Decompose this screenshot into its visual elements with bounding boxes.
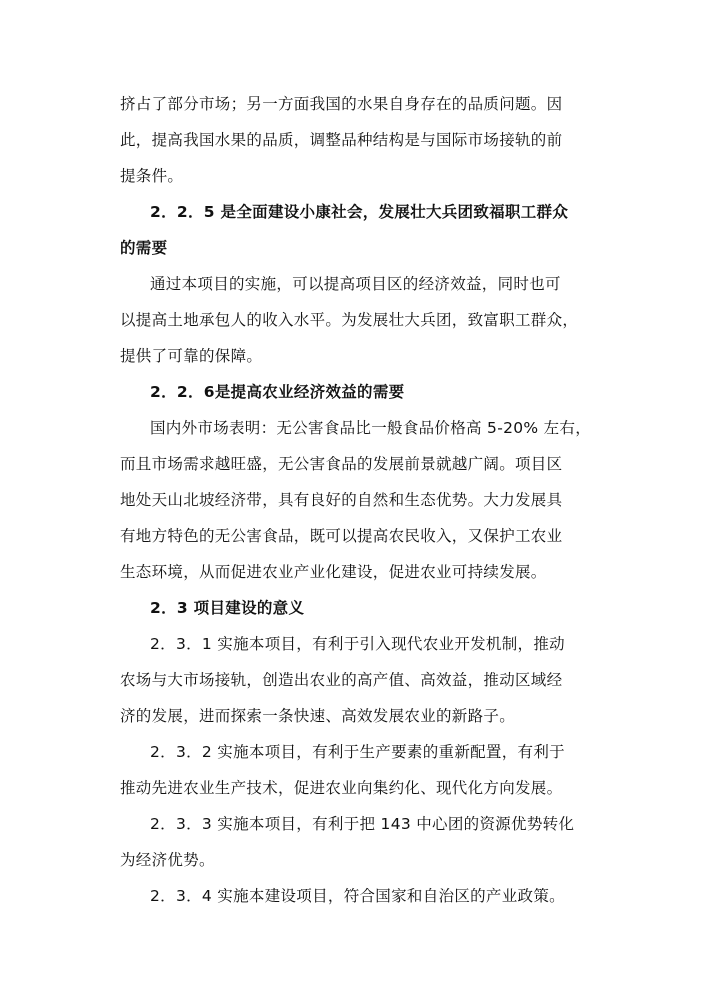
text-line: 有地方特色的无公害食品，既可以提高农民收入，又保护工农业 (120, 527, 563, 545)
text-line: 为经济优势。 (120, 851, 215, 869)
text-line: 生态环境，从而促进农业产业化建设，促进农业可持续发展。 (120, 563, 547, 581)
text-line: 济的发展，进而探索一条快速、高效发展农业的新路子。 (120, 707, 516, 725)
text-line: 此，提高我国水果的品质，调整品种结构是与国际市场接轨的前 (120, 131, 563, 149)
section-heading: 2．2．5 是全面建设小康社会，发展壮大兵团致福职工群众 (150, 203, 569, 221)
text-line: 通过本项目的实施，可以提高项目区的经济效益，同时也可 (150, 275, 561, 293)
text-line: 农场与大市场接轨，创造出农业的高产值、高效益，推动区域经 (120, 671, 563, 689)
text-line: 挤占了部分市场；另一方面我国的水果自身存在的品质问题。因 (120, 95, 563, 113)
text-line: 提供了可靠的保障。 (120, 347, 263, 365)
section-heading: 2．2．6是提高农业经济效益的需要 (150, 383, 405, 401)
section-heading: 2．3 项目建设的意义 (150, 599, 305, 617)
text-line: 而且市场需求越旺盛，无公害食品的发展前景就越广阔。项目区 (120, 455, 563, 473)
text-line: 提条件。 (120, 167, 184, 185)
text-line: 地处天山北坡经济带，具有良好的自然和生态优势。大力发展具 (120, 491, 563, 509)
text-line: 以提高土地承包人的收入水平。为发展壮大兵团，致富职工群众， (120, 311, 579, 329)
text-line: 2．3．2 实施本项目，有利于生产要素的重新配置，有利于 (150, 743, 565, 761)
text-line: 2．3．4 实施本建设项目，符合国家和自治区的产业政策。 (150, 887, 565, 905)
text-line: 国内外市场表明：无公害食品比一般食品价格高 5-20% 左右， (150, 419, 592, 437)
text-line: 2．3．1 实施本项目，有利于引入现代农业开发机制，推动 (150, 635, 565, 653)
text-line: 推动先进农业生产技术，促进农业向集约化、现代化方向发展。 (120, 779, 563, 797)
text-line: 2．3．3 实施本项目，有利于把 143 中心团的资源优势转化 (150, 815, 575, 833)
section-heading-continuation: 的需要 (120, 239, 168, 257)
